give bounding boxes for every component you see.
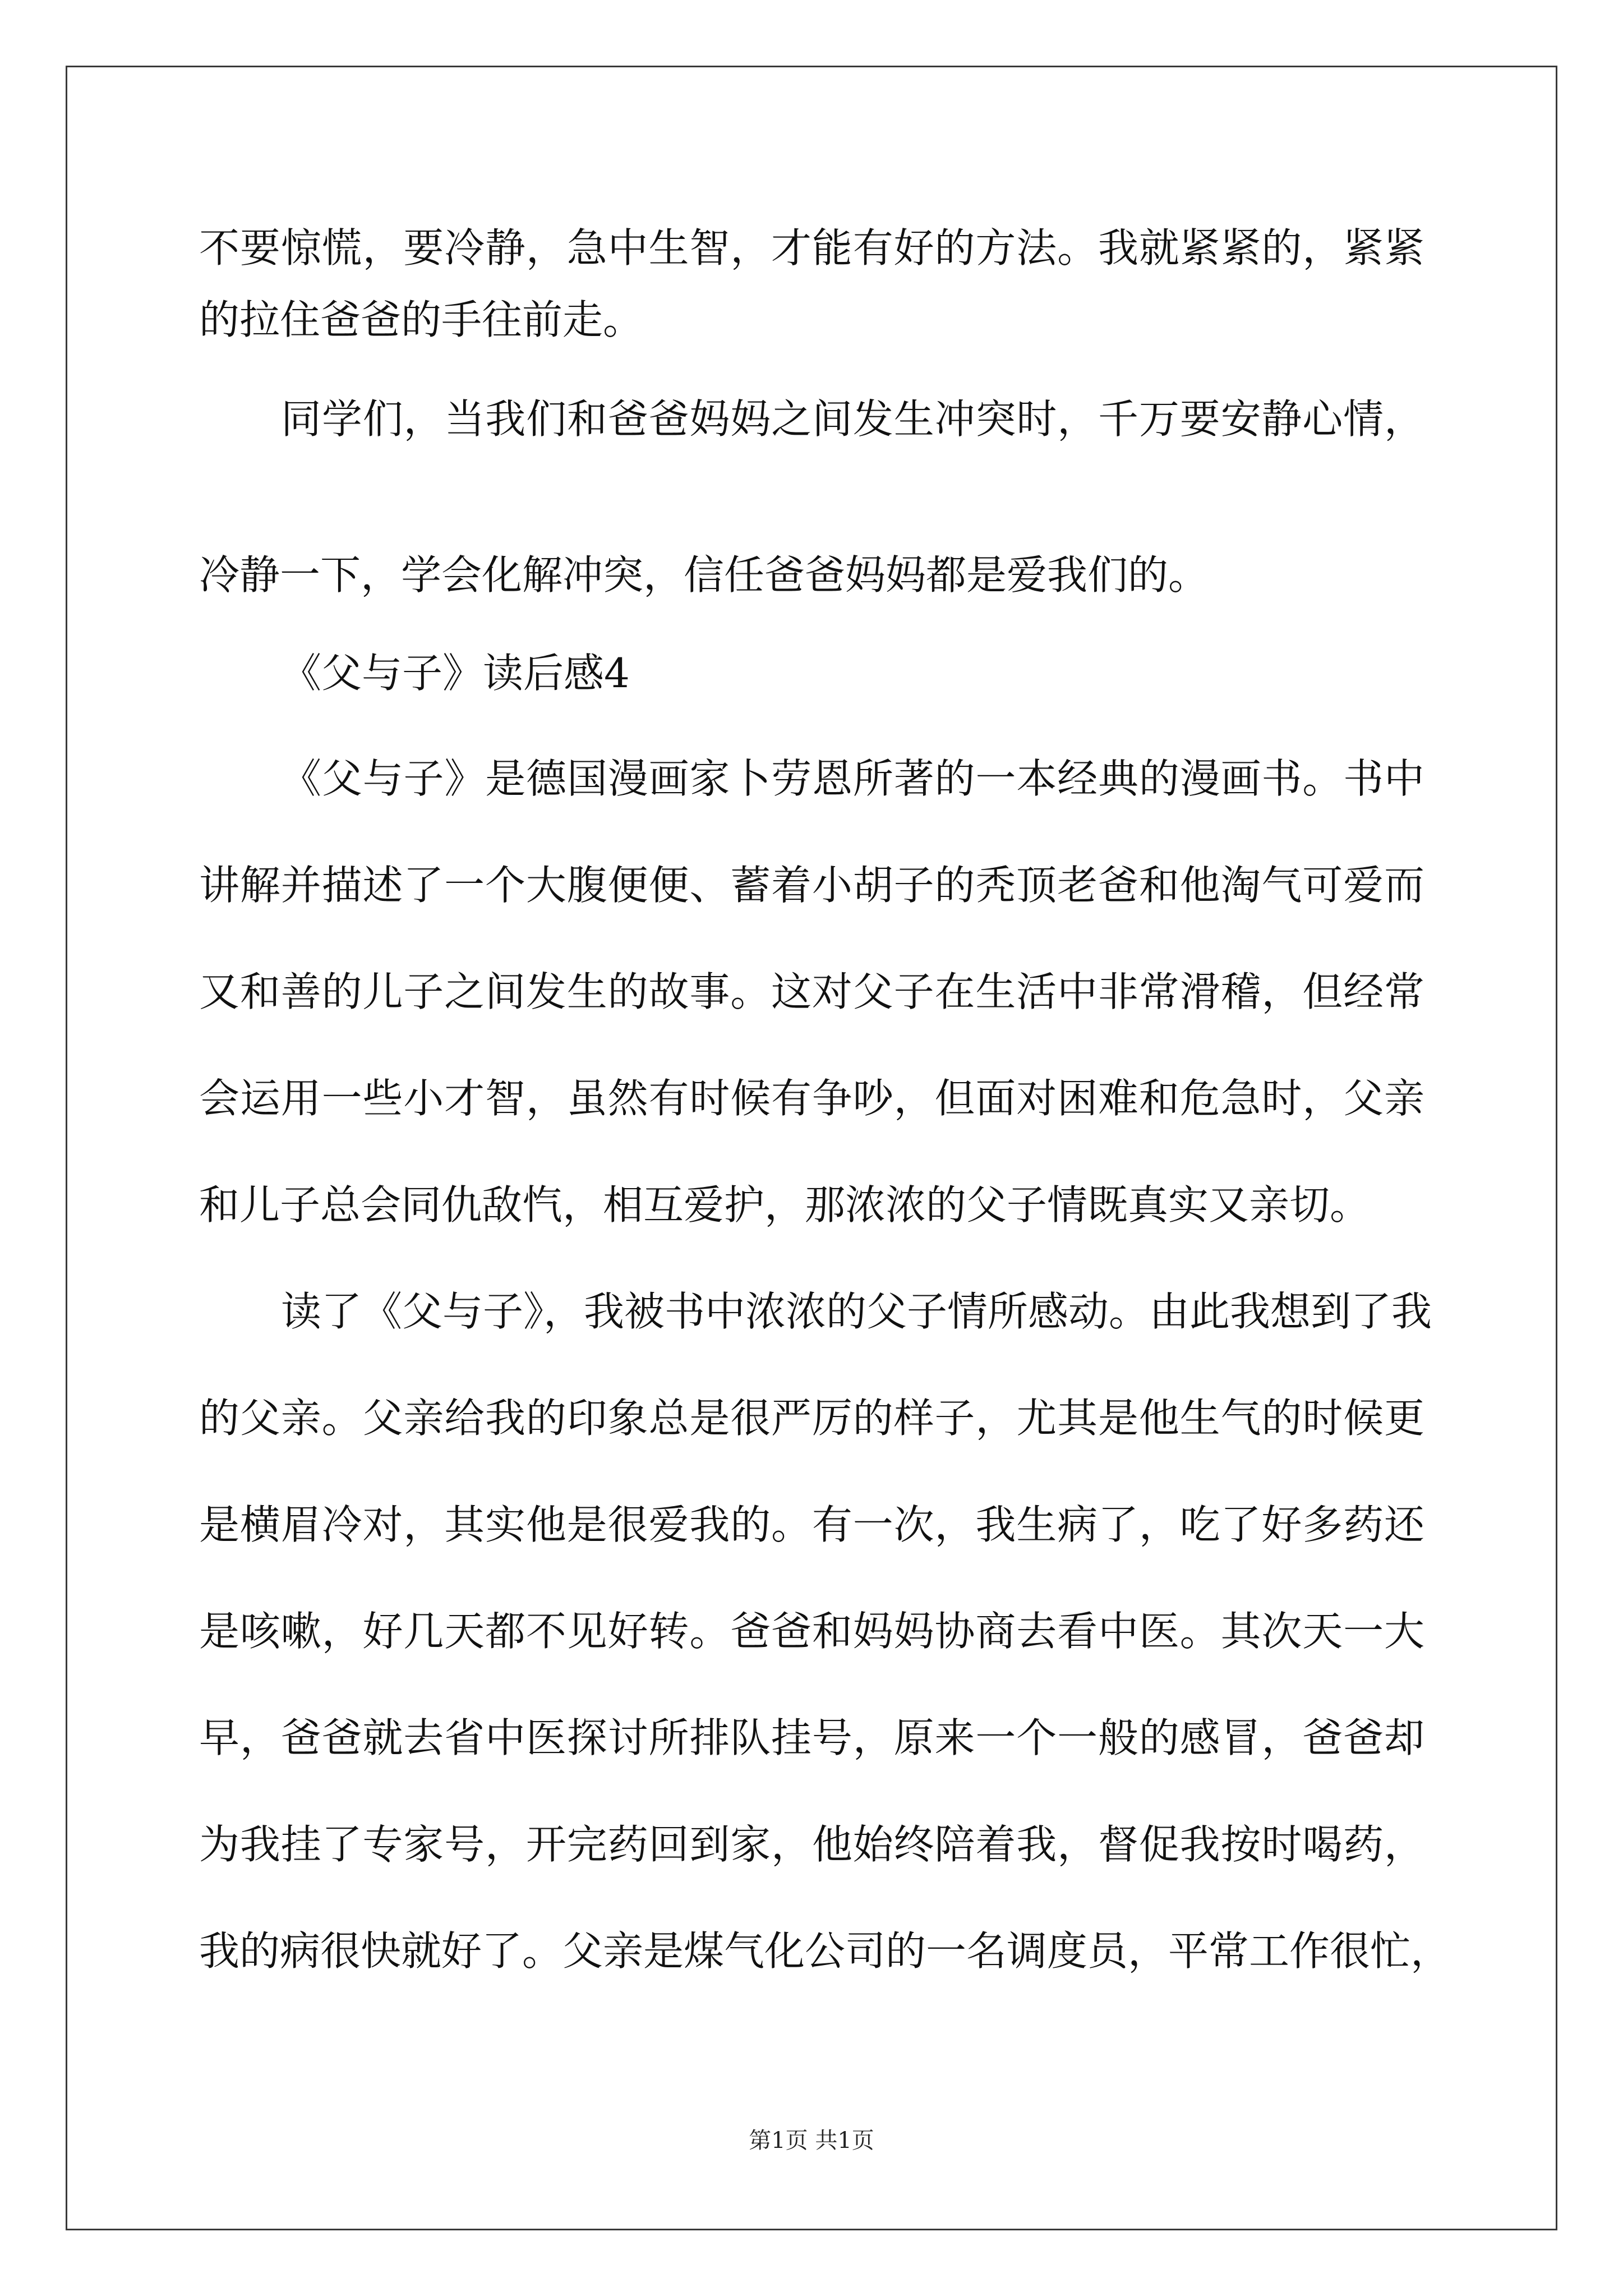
text-line-8: 又和善的儿子之间发生的故事。这对父子在生活中非常滑稽，但经常 [199,968,1424,1015]
text-line-4: 冷静一下，学会化解冲突，信任爸爸妈妈都是爱我们的。 [199,551,1209,599]
text-line-14: 是咳嗽，好几天都不见好转。爸爸和妈妈协商去看中医。其次天一大 [199,1608,1424,1655]
text-line-16: 为我挂了专家号，开完药回到家，他始终陪着我，督促我按时喝药， [199,1821,1424,1868]
page-footer: 第1页 共1页 [749,2128,874,2154]
text-line-6: 《父与子》是德国漫画家卜劳恩所著的一本经典的漫画书。书中 [281,755,1424,802]
text-line-10: 和儿子总会同仇敌忾，相互爱护，那浓浓的父子情既真实又亲切。 [199,1181,1371,1228]
text-line-11: 读了《父与子》，我被书中浓浓的父子情所感动。由此我想到了我 [281,1288,1432,1335]
text-line-2: 的拉住爸爸的手往前走。 [199,296,644,343]
text-line-15: 早，爸爸就去省中医探讨所排队挂号，原来一个一般的感冒，爸爸却 [199,1714,1424,1761]
text-line-17: 我的病很快就好了。父亲是煤气化公司的一名调度员，平常工作很忙， [199,1927,1451,1975]
page-border [66,66,1557,2230]
text-line-13: 是横眉冷对，其实他是很爱我的。有一次，我生病了，吃了好多药还 [199,1501,1424,1548]
section-heading: 《父与子》读后感4 [281,650,630,697]
text-line-12: 的父亲。父亲给我的印象总是很严厉的样子，尤其是他生气的时候更 [199,1395,1424,1442]
text-line-1: 不要惊慌，要冷静，急中生智，才能有好的方法。我就紧紧的，紧紧 [199,224,1424,272]
text-line-9: 会运用一些小才智，虽然有时候有争吵，但面对困难和危急时，父亲 [199,1075,1424,1122]
text-line-7: 讲解并描述了一个大腹便便、蓄着小胡子的秃顶老爸和他淘气可爱而 [199,862,1424,909]
text-line-3: 同学们，当我们和爸爸妈妈之间发生冲突时，千万要安静心情， [281,395,1424,443]
